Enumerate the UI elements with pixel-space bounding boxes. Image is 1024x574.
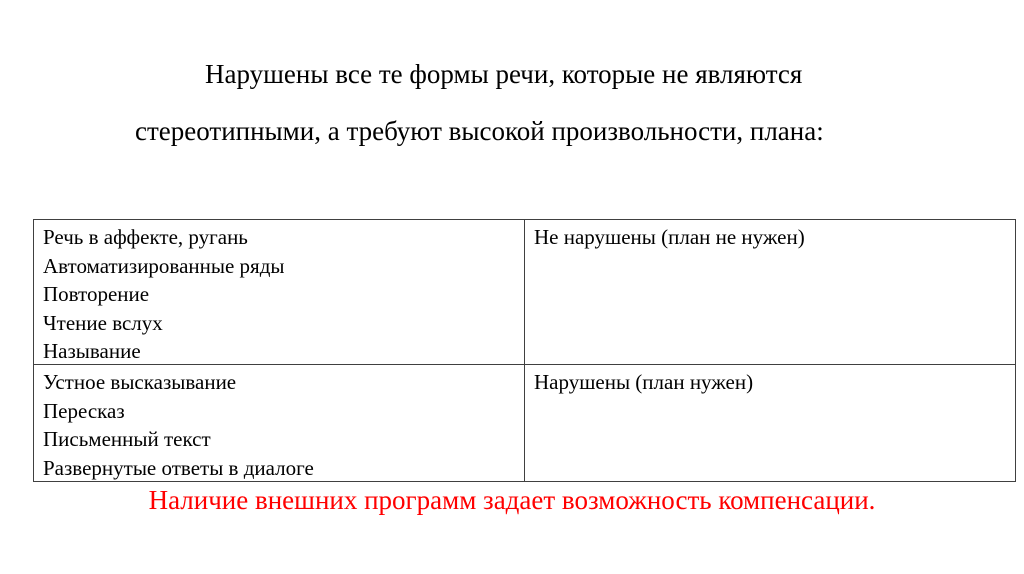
footer-note: Наличие внешних программ задает возможность компенсации. <box>148 485 876 515</box>
table-row-preserved <box>34 220 1015 365</box>
list-item: Письменный текст <box>43 427 211 451</box>
list-item: Автоматизированные ряды <box>43 253 285 278</box>
list-item: Устное высказывание <box>43 370 237 394</box>
comparison-table <box>33 219 1016 482</box>
status-text: Не нарушены (план не нужен) <box>534 225 805 249</box>
list-item: Называние <box>43 339 141 363</box>
list-item: Пересказ <box>43 398 125 423</box>
list-item: Чтение вслух <box>43 310 163 335</box>
impaired-forms-cell <box>34 365 525 481</box>
status-text: Нарушены (план нужен) <box>534 370 754 394</box>
heading-line-1: Нарушены все те формы речи, которые не являются <box>205 59 803 89</box>
heading-line-2: стереотипными, а требуют высокой произвольности, плана: <box>135 116 824 146</box>
preserved-status-cell <box>525 220 1015 364</box>
list-item: Развернутые ответы в диалоге <box>43 455 314 480</box>
preserved-forms-cell <box>34 220 525 364</box>
list-item: Повторение <box>43 282 150 306</box>
list-item: Речь в аффекте, ругань <box>43 225 248 249</box>
table-row-impaired <box>34 365 1015 481</box>
impaired-status-cell <box>525 365 1015 481</box>
